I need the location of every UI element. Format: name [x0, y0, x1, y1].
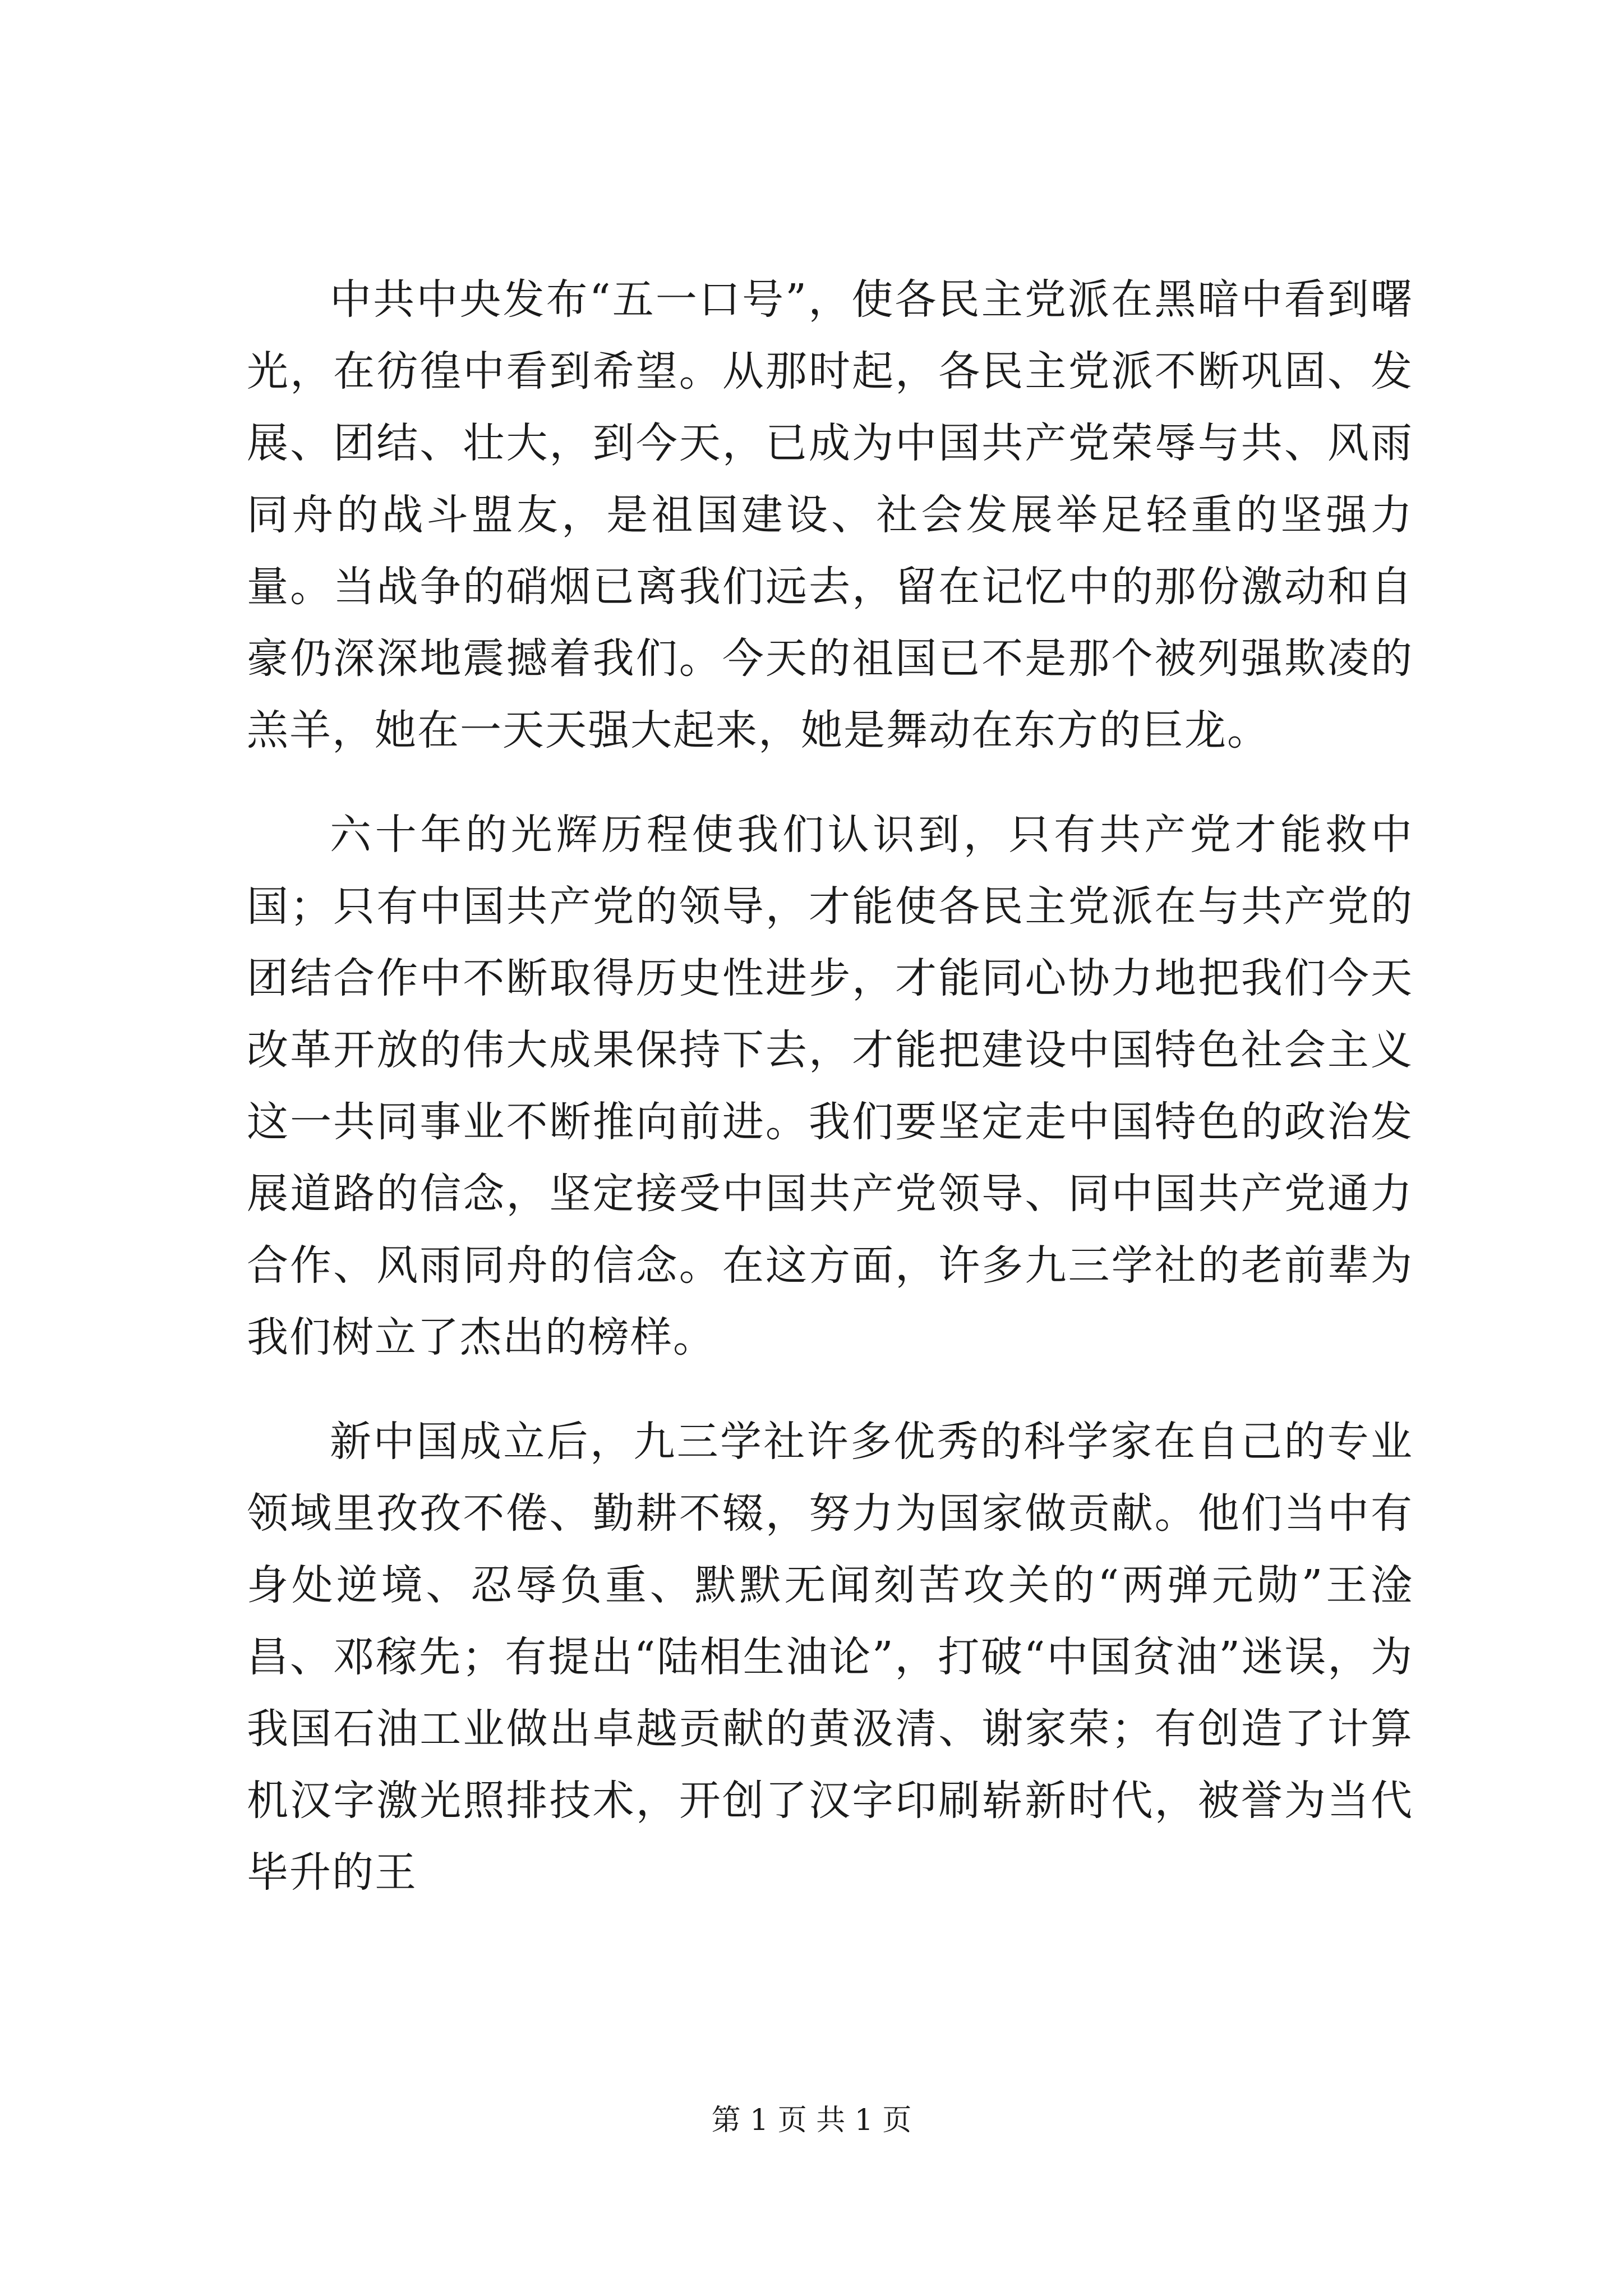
- paragraph-spacer: [247, 766, 1413, 799]
- document-body: [247, 264, 1413, 1908]
- paragraph-2: 六十年的光辉历程使我们认识到，只有共产党才能救中国；只有中国共产党的领导，才能使各民主党派在与共产党的团结合作中不断取得历史性进步，才能同心协力地把我们今天改革开放的伟大成果保持下去，才能把建设中国特色社会主义这一共同事业不断推向前进。我们要坚定走中国特色的政治发展道路的信念，坚定接受中国共产党领导、同中国共产党通力合作、风雨同舟的信念。在这方面，许多九三学社的老前辈为我们树立了杰出的榜样。: [247, 811, 1413, 1361]
- paragraph-spacer: [247, 1373, 1413, 1406]
- paragraph-3: 新中国成立后，九三学社许多优秀的科学家在自己的专业领域里孜孜不倦、勤耕不辍，努力为国家做贡献。他们当中有身处逆境、忍辱负重、默默无闻刻苦攻关的“两弹元勋”王淦昌、邓稼先；有提出“陆相生油论”，打破“中国贫油”迷误，为我国石油工业做出卓越贡献的黄汲清、谢家荣；有创造了计算机汉字激光照排技术，开创了汉字印刷崭新时代，被誉为当代毕升的王: [247, 1418, 1413, 1897]
- paragraph-1: 中共中央发布“五一口号”，使各民主党派在黑暗中看到曙光，在彷徨中看到希望。从那时起，各民主党派不断巩固、发展、团结、壮大，到今天，已成为中国共产党荣辱与共、风雨同舟的战斗盟友，是祖国建设、社会发展举足轻重的坚强力量。当战争的硝烟已离我们远去，留在记忆中的那份激动和自豪仍深深地震撼着我们。今天的祖国已不是那个被列强欺凌的羔羊，她在一天天强大起来，她是舞动在东方的巨龙。: [247, 275, 1413, 754]
- page-footer: 第 1 页 共 1 页: [711, 2104, 912, 2137]
